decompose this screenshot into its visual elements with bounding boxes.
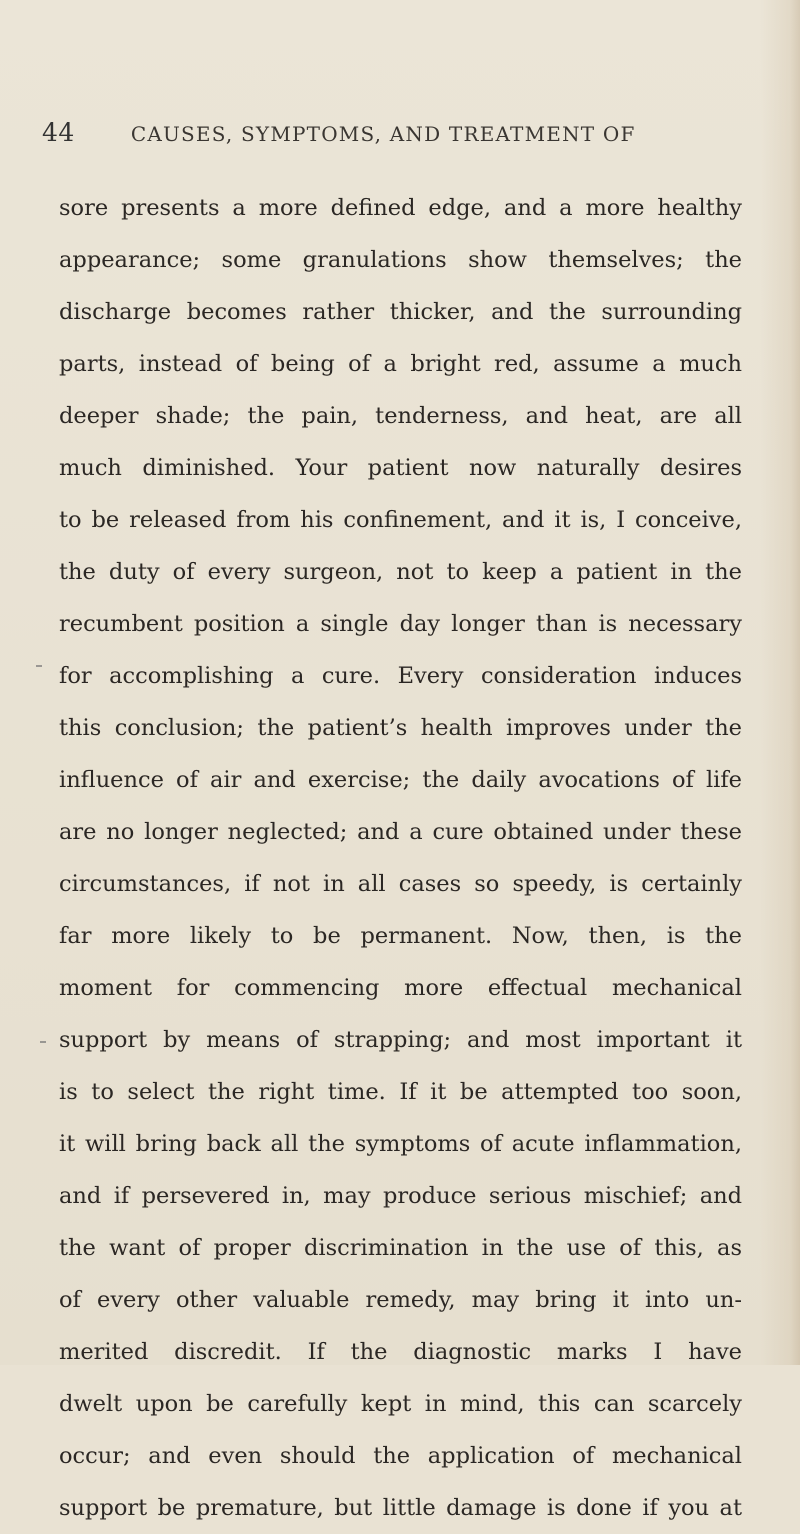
text-line: deeper shade; the pain, tenderness, and heat, are all [59, 403, 742, 429]
margin-speck [40, 1041, 46, 1043]
text-line: the duty of every surgeon, not to keep a patient in the [59, 559, 742, 585]
text-line: the want of proper discrimination in the use of this, as [59, 1235, 742, 1261]
text-line: merited discredit. If the diagnostic marks I have [59, 1339, 742, 1365]
text-line: influence of air and exercise; the daily avocations of life [59, 767, 742, 793]
text-line: parts, instead of being of a bright red, assume a much [59, 351, 742, 377]
text-line: circumstances, if not in all cases so speedy, is certainly [59, 871, 742, 897]
running-title: CAUSES, SYMPTOMS, AND TREATMENT OF [130, 122, 636, 146]
text-line: this conclusion; the patient’s health improves under the [59, 715, 742, 741]
text-line: dwelt upon be carefully kept in mind, this can scarcely [59, 1391, 742, 1417]
text-line: appearance; some granulations show themselves; the [59, 247, 742, 273]
page-number: 44 [42, 118, 75, 147]
text-line: support by means of strapping; and most important it [59, 1027, 742, 1053]
text-line: for accomplishing a cure. Every consideration induces [59, 663, 742, 689]
text-line: is to select the right time. If it be attempted too soon, [59, 1079, 742, 1105]
text-line: it will bring back all the symptoms of acute inflammation, [59, 1131, 742, 1157]
text-line: and if persevered in, may produce serious mischief; and [59, 1183, 742, 1209]
text-line: of every other valuable remedy, may bring it into un- [59, 1287, 742, 1313]
running-head [42, 118, 742, 152]
text-line: recumbent position a single day longer than is necessary [59, 611, 742, 637]
text-line: far more likely to be permanent. Now, then, is the [59, 923, 742, 949]
margin-speck [36, 665, 42, 667]
text-line: are no longer neglected; and a cure obtained under these [59, 819, 742, 845]
text-line: to be released from his confinement, and it is, I conceive, [59, 507, 742, 533]
text-line: discharge becomes rather thicker, and the surrounding [59, 299, 742, 325]
body-text [59, 182, 742, 1534]
text-line: occur; and even should the application of mechanical [59, 1443, 742, 1469]
text-line: support be premature, but little damage is done if you at [59, 1495, 742, 1521]
text-line: moment for commencing more effectual mechanical [59, 975, 742, 1001]
text-line: sore presents a more defined edge, and a more healthy [59, 195, 742, 221]
text-line: much diminished. Your patient now naturally desires [59, 455, 742, 481]
